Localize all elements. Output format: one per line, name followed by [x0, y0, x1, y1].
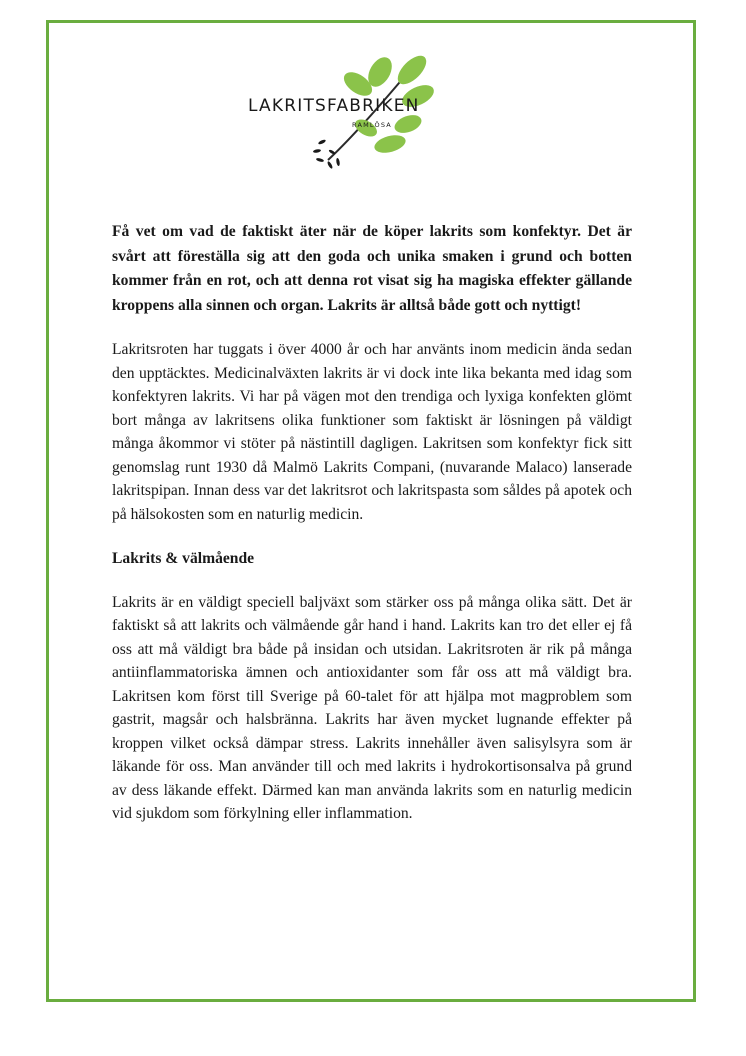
article — [112, 220, 632, 826]
section-heading: Lakrits & välmående — [112, 550, 255, 567]
intro-paragraph: Få vet om vad de faktiskt äter när de köper lakrits som konfektyr. Det är svårt att föreställa sig att den goda och unika smaken i grund och botten kommer från en rot, och att denna rot visat sig ha magiska effekter gällande kroppens alla sinnen och organ. Lakrits är alltså både gott och nyttigt! — [112, 223, 632, 314]
brand-name: LAKRITSFABRIKEN — [248, 96, 420, 116]
body-paragraph-2: Lakrits är en väldigt speciell baljväxt som stärker oss på många olika sätt. Det är faktiskt så att lakrits och välmående går hand i hand. Lakrits kan tro det eller ej få oss att må väldigt bra både på insidan och utsidan. Lakritsroten är rik på många antiinflammatoriska ämnen och antioxidanter som får oss att må väldigt bra. Lakritsen kom först till Sverige på 60-talet för att hjälpa mot magproblem som gastrit, magsår och halsbränna. Lakrits har även mycket lugnande effekter på kroppen vilket också dämpar stress. Lakrits innehåller även salisylsyra som är läkande för oss. Man använder till och med lakrits i hydrokortisonsalva på grund av dess läkande effekt. Därmed kan man använda lakrits som en naturlig medicin vid sjukdom som förkylning eller inflammation. — [112, 593, 632, 822]
body-paragraph-1: Lakritsroten har tuggats i över 4000 år och har använts inom medicin ända sedan den upptäcktes. Medicinalväxten lakrits är vi dock inte lika bekanta med idag som konfektyren lakrits. Vi har på vägen mot den trendiga och lyxiga konfekten glömt bort många av lakritsens olika funktioner som faktiskt är lösningen på väldigt många åkommor vi stöter på nästintill dagligen. Lakritsen som konfektyr fick sitt genomslag runt 1930 då Malmö Lakrits Compani, (nuvarande Malaco) lanserade lakritspipan. Innan dess var det lakritsrot och lakritspasta som såldes på apotek och på hälsokosten som en naturlig medicin. — [112, 341, 632, 523]
brand-location: RAMLÖSA — [352, 121, 392, 129]
